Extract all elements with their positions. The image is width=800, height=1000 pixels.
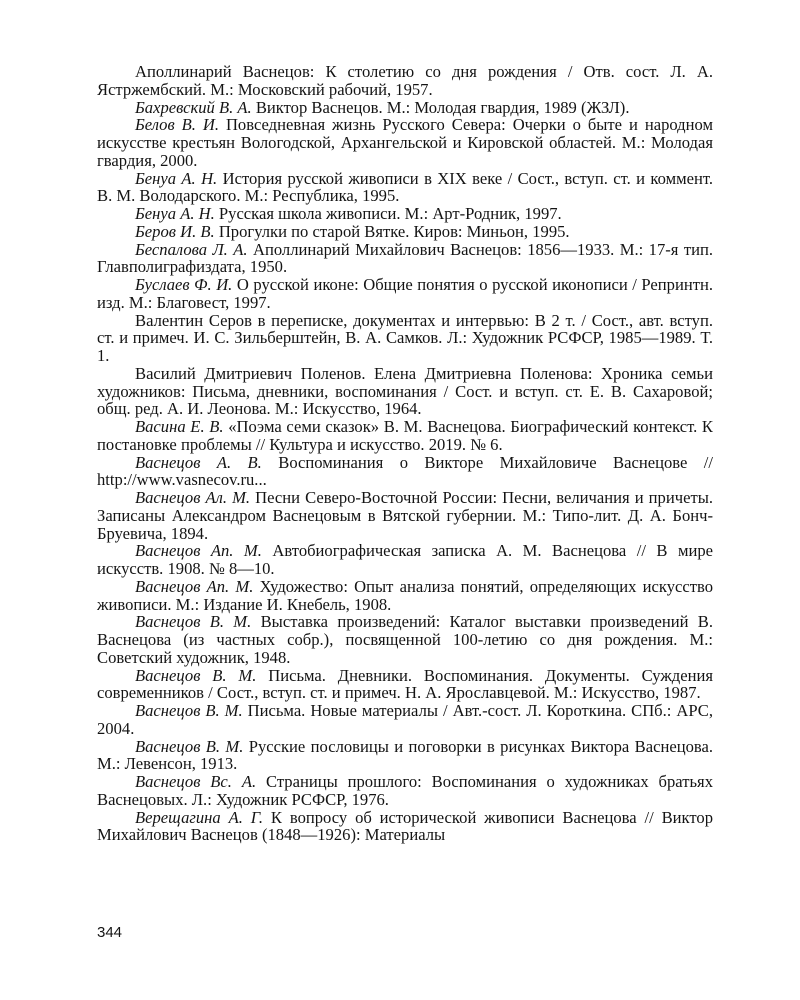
bibliography-list [97, 63, 713, 844]
bibliography-entry [97, 170, 713, 206]
entry-text: Автобиографическая записка А. М. Васнецова // В мире искусств. 1908. № 8—10. [97, 541, 714, 578]
entry-author: Васнецов А. В. [135, 452, 262, 472]
entry-text: Повседневная жизнь Русского Севера: Очерки о быте и народном искусстве крестьян Вологодской, Архангельской и Кировской областей. М.: Молодая гвардия, 2000. [97, 115, 713, 170]
entry-author: Бахревский В. А. [135, 97, 252, 117]
bibliography-entry [97, 702, 713, 738]
bibliography-entry [97, 578, 713, 614]
entry-author: Верещагина А. Г. [135, 807, 264, 827]
entry-text: Василий Дмитриевич Поленов. Елена Дмитриевна Поленова: Хроника семьи художников: Письма, дневники, воспоминания / Сост. и вступ. ст. Е. В. Сахаровой; общ. ред. А. И. Леонова. М.: Искусство, 1964. [97, 363, 713, 419]
entry-text: Письма. Дневники. Воспоминания. Документы. Суждения современников / Сост., вступ. ст. и примеч. Н. А. Ярославцевой. М.: Искусство, 1987. [97, 665, 714, 703]
entry-text: История русской живописи в XIX веке / Сост., вступ. ст. и коммент. В. М. Володарского. М.: Республика, 1995. [97, 168, 713, 206]
entry-text: «Поэма семи сказок» В. М. Васнецова. Биографический контекст. К постановке проблемы // Культура и искусство. 2019. № 6. [97, 417, 713, 454]
entry-author: Белов В. И. [135, 115, 219, 135]
bibliography-entry [97, 365, 713, 418]
entry-author: Васнецов Вс. А. [135, 772, 257, 791]
entry-author: Васнецов В. М. [135, 665, 257, 685]
bibliography-entry [97, 99, 713, 117]
bibliography-entry [97, 542, 713, 578]
page-number: 344 [97, 924, 123, 941]
bibliography-entry [97, 489, 713, 542]
bibliography-entry [97, 418, 713, 454]
entry-author: Беспалова Л. А. [135, 239, 248, 259]
entry-text: Русские пословицы и поговорки в рисунках Виктора Васнецова. М.: Левенсон, 1913. [97, 736, 713, 774]
entry-author: Васнецов В. М. [135, 701, 243, 720]
bibliography-entry [97, 809, 713, 845]
bibliography-entry [97, 276, 713, 312]
entry-text: Художество: Опыт анализа понятий, определяющих искусство живописи. М.: Издание И. Кнебель, 1908. [97, 576, 714, 614]
entry-author: Бенуа А. Н. [135, 168, 218, 188]
bibliography-entry [97, 312, 713, 365]
entry-text: Валентин Серов в переписке, документах и интервью: В 2 т. / Сост., авт. вступ. ст. и примеч. И. С. Зильберштейн, В. А. Самков. Л.: Художник РСФСР, 1985—1989. Т. 1. [97, 310, 713, 365]
bibliography-entry [97, 667, 713, 703]
bibliography-entry [97, 738, 713, 774]
bibliography-entry [97, 613, 713, 666]
bibliography-entry [97, 116, 713, 169]
entry-text: Страницы прошлого: Воспоминания о художниках братьях Васнецовых. Л.: Художник РСФСР, 1976. [97, 772, 713, 809]
entry-text: О русской иконе: Общие понятия о русской иконописи / Репринтн. изд. М.: Благовест, 1997. [97, 275, 713, 312]
entry-author: Васина Е. В. [135, 417, 224, 436]
entry-author: Васнецов В. М. [135, 612, 252, 632]
entry-text: Выставка произведений: Каталог выставки произведений В. Васнецова (из частных собр.), посвященной 100-летию со дня рождения. М.: Советский художник, 1948. [97, 612, 713, 667]
entry-text: Прогулки по старой Вятке. Киров: Миньон, 1995. [214, 221, 570, 241]
entry-text: Письма. Новые материалы / Авт.-сост. Л. Короткина. СПб.: АРС, 2004. [97, 701, 714, 738]
entry-author: Васнецов Ап. М. [135, 576, 254, 596]
entry-text: Виктор Васнецов. М.: Молодая гвардия, 1989 (ЖЗЛ). [251, 97, 630, 117]
entry-author: Бенуа А. Н. [135, 204, 215, 223]
entry-text: К вопросу об исторической живописи Васнецова // Виктор Михайлович Васнецов (1848—1926): Материалы [97, 807, 713, 845]
bibliography-entry [97, 63, 713, 99]
bibliography-entry [97, 205, 713, 223]
entry-text: Воспоминания о Викторе Михайловиче Васнецове // http://www.vasnecov.ru... [97, 452, 714, 490]
entry-text: Русская школа живописи. М.: Арт-Родник, 1997. [214, 204, 562, 223]
entry-text: Песни Северо-Восточной России: Песни, величания и причеты. Записаны Александром Васнецовым в Вятской губернии. М.: Типо-лит. Д. А. Бонч-Бруевича, 1894. [97, 488, 713, 543]
bibliography-entry [97, 241, 713, 277]
entry-author: Васнецов В. М. [135, 736, 244, 756]
entry-text: Аполлинарий Васнецов: К столетию со дня рождения / Отв. сост. Л. А. Ястржембский. М.: Московский рабочий, 1957. [97, 62, 713, 99]
bibliography-entry [97, 223, 713, 241]
entry-text: Аполлинарий Михайлович Васнецов: 1856—1933. М.: 17-я тип. Главполиграфиздата, 1950. [97, 239, 714, 277]
entry-author: Васнецов Ап. М. [135, 541, 262, 561]
entry-author: Беров И. В. [135, 221, 215, 241]
entry-author: Буслаев Ф. И. [135, 275, 233, 294]
bibliography-entry [97, 454, 713, 490]
bibliography-entry [97, 773, 713, 809]
entry-author: Васнецов Ал. М. [135, 488, 251, 507]
